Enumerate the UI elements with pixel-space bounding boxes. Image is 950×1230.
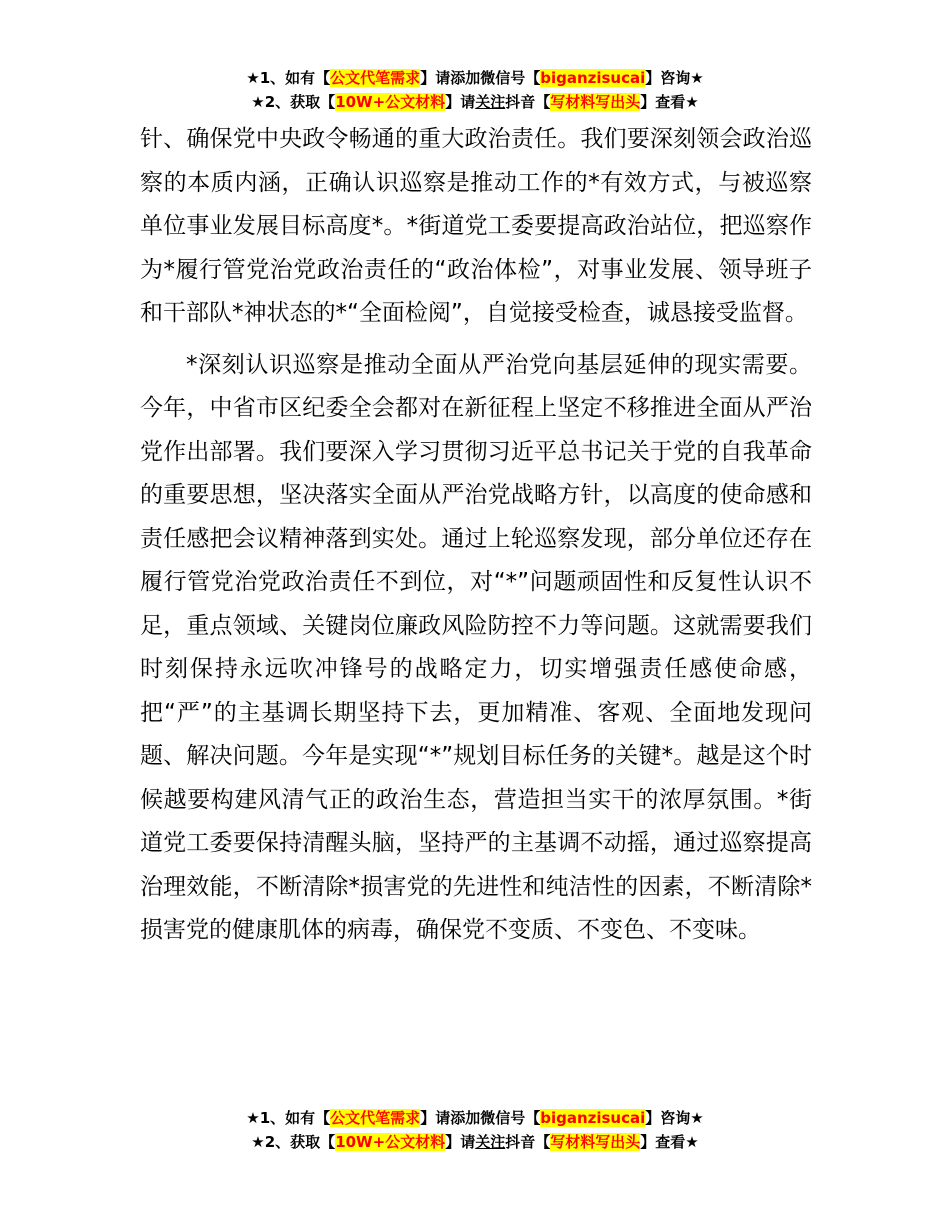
follow-underlined: 关注 bbox=[475, 93, 506, 111]
banner-line-2: ★2、获取【10W+公文材料】请关注抖音【写材料写出头】查看★ bbox=[251, 1133, 699, 1151]
banner-line-1: ★1、如有【公文代笔需求】请添加微信号【biganzisucai】咨询★ bbox=[246, 69, 704, 87]
footer-banner bbox=[0, 1106, 950, 1154]
follow-underlined: 关注 bbox=[475, 1133, 506, 1151]
wechat-id-highlight: biganzisucai bbox=[540, 69, 646, 87]
banner-line-1: ★1、如有【公文代笔需求】请添加微信号【biganzisucai】咨询★ bbox=[246, 1109, 704, 1127]
document-body bbox=[140, 118, 812, 953]
banner-line-2: ★2、获取【10W+公文材料】请关注抖音【写材料写出头】查看★ bbox=[251, 93, 699, 111]
douyin-account-highlight: 写材料写出头 bbox=[550, 93, 641, 111]
paragraph-2: *深刻认识巡察是推动全面从严治党向基层延伸的现实需要。今年，中省市区纪委全会都对在新征程上坚定不移推进全面从严治党作出部署。我们要深入学习贯彻习近平总书记关于党的自我革命的重要思想，坚决落实全面从严治党战略方针，以高度的使命感和责任感把会议精神落到实处。通过上轮巡察发现，部分单位还存在履行管党治党政治责任不到位，对“*”问题顽固性和反复性认识不足，重点领域、关键岗位廉政风险防控不力等问题。这就需要我们时刻保持永远吹冲锋号的战略定力，切实增强责任感使命感，把“严”的主基调长期坚持下去，更加精准、客观、全面地发现问题、解决问题。今年是实现“*”规划目标任务的关键*。越是这个时候越要构建风清气正的政治生态，营造担当实干的浓厚氛围。*街道党工委要保持清醒头脑，坚持严的主基调不动摇，通过巡察提高治理效能，不断清除*损害党的先进性和纯洁性的因素，不断清除*损害党的健康肌体的病毒，确保党不变质、不变色、不变味。 bbox=[140, 351, 812, 943]
wechat-id-highlight: biganzisucai bbox=[540, 1109, 646, 1127]
douyin-account-highlight: 写材料写出头 bbox=[550, 1133, 641, 1151]
paragraph-1: 针、确保党中央政令畅通的重大政治责任。我们要深刻领会政治巡察的本质内涵，正确认识巡察是推动工作的*有效方式，与被巡察单位事业发展目标高度*。*街道党工委要提高政治站位，把巡察作为*履行管党治党政治责任的“政治体检”，对事业发展、领导班子和干部队*神状态的*“全面检阅”，自觉接受检查，诚恳接受监督。 bbox=[140, 126, 812, 326]
service-highlight: 公文代笔需求 bbox=[330, 1109, 421, 1127]
materials-highlight: 10W+公文材料 bbox=[335, 1133, 446, 1151]
materials-highlight: 10W+公文材料 bbox=[335, 93, 446, 111]
service-highlight: 公文代笔需求 bbox=[330, 69, 421, 87]
header-banner bbox=[0, 66, 950, 114]
